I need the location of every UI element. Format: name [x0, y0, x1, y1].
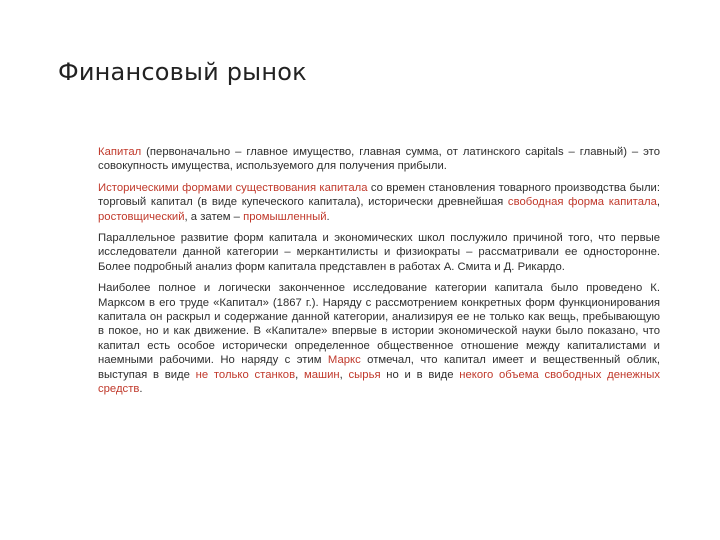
paragraph-text: ,	[295, 368, 304, 381]
paragraph-text: Наиболее полное и логически законченное исследование категории капитала было проведено К. Марксом в его труде «Капитал» (1867 г.). Наряду с рассмотрением конкретных форм функционирования капитала он раскрыл и содержание данной категории, анализируя ее не только как вещь, пребывающую в покое, но и как движение. В «Капитале» впервые в истории экономической науки было показано, что капитал есть особое исторически определенное общественное отношение между капиталистами и наемными рабочими. Но наряду с этим	[98, 282, 660, 367]
paragraph-text: ,	[339, 368, 349, 381]
paragraph-text: .	[139, 383, 143, 396]
paragraph-parallel-development	[98, 231, 660, 274]
paragraph-marx-analysis	[98, 281, 660, 396]
highlighted-term: некого объема свободных денежных средств	[98, 368, 661, 396]
highlighted-term: свободная форма капитала	[507, 196, 657, 209]
slide-body	[98, 145, 660, 404]
paragraph-text: (первоначально – главное имущество, главная сумма, от латинского capitals – главный) – это совокупность имущества, используемого для получения прибыли.	[98, 146, 660, 173]
highlighted-term: Историческими формами существования капитала	[98, 181, 368, 194]
slide-title: Финансовый рынок	[58, 58, 307, 86]
paragraph-text: , а затем –	[184, 210, 244, 223]
highlighted-term: Маркс	[327, 354, 361, 367]
highlighted-term: машин	[303, 368, 340, 381]
paragraph-text: отмечал, что капитал имеет и вещественный облик, выступая в виде	[98, 354, 660, 381]
highlighted-term: ростовщический	[98, 210, 185, 223]
paragraph-capital-definition	[98, 145, 660, 174]
paragraph-text: ,	[656, 196, 660, 209]
paragraph-text: .	[326, 210, 330, 223]
paragraph-historical-forms	[98, 181, 660, 224]
highlighted-term: не только станков	[195, 368, 296, 381]
highlighted-term: промышленный	[243, 210, 327, 223]
highlighted-term: Капитал	[98, 146, 142, 158]
paragraph-text: со времен становления товарного производства были: торговый капитал (в виде купеческого капитала), исторически древнейшая	[98, 181, 660, 209]
paragraph-text: но и в виде	[380, 368, 460, 381]
paragraph-text: Параллельное развитие форм капитала и экономических школ послужило причиной того, что первые исследователи данной категории – меркантилисты и физиократы – рассматривали ее односторонне. Более подробный анализ форм капитала представлен в работах А. Смита и Д. Рикардо.	[98, 232, 660, 273]
highlighted-term: сырья	[348, 368, 381, 381]
